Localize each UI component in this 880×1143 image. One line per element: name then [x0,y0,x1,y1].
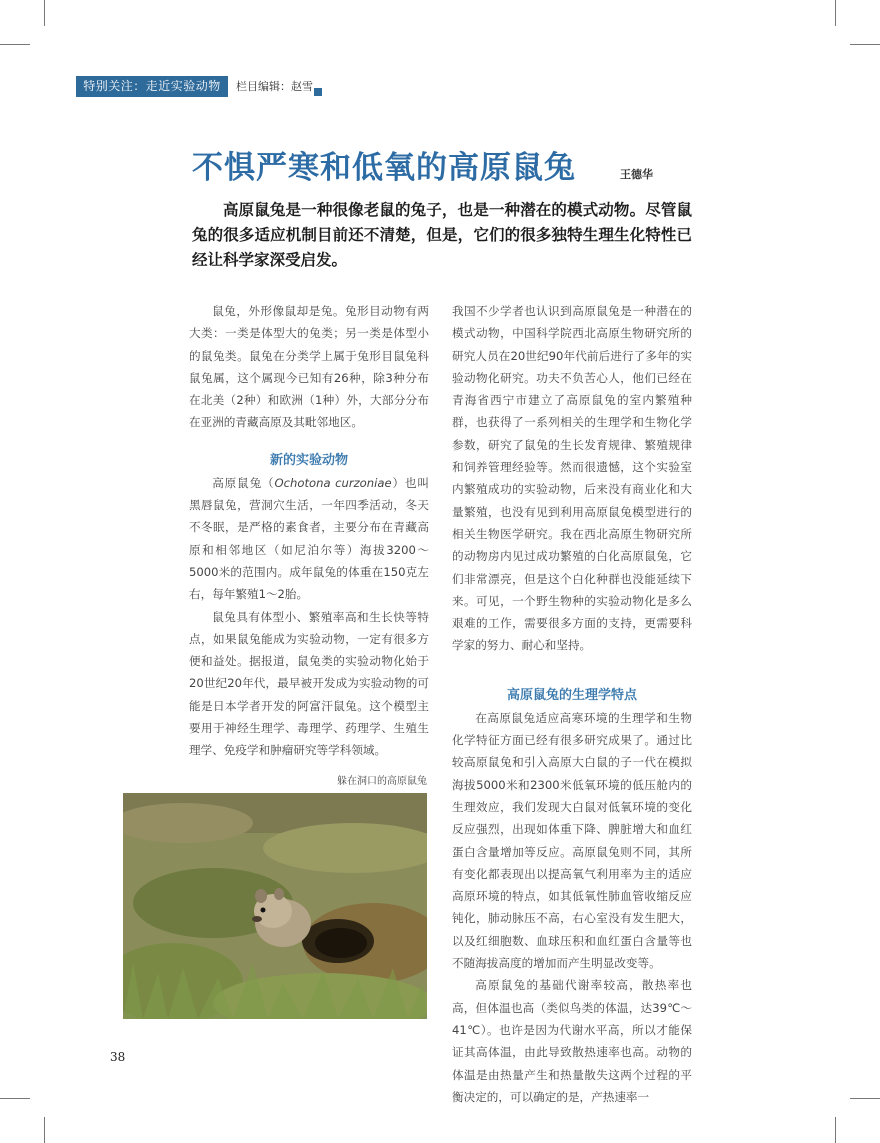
article-lead: 高原鼠兔是一种很像老鼠的兔子，也是一种潜在的模式动物。尽管鼠兔的很多适应机制目前还不清楚，但是，它们的很多独特生理生化特性已经让科学家深受启发。 [192,201,692,269]
section1-paragraph-2: 鼠兔具有体型小、繁殖率高和生长快等特点，如果鼠兔能成为实验动物，一定有很多方便和益处。据报道，鼠兔类的实验动物化始于20世纪20年代，最早被开发成为实验动物的可能是日本学者开发的阿富汗鼠兔。这个模型主要用于神经生理学、毒理学、药理学、生殖生理学、免疫学和肿瘤研究等学科领域。 [189,609,429,758]
section2-paragraph-1: 在高原鼠兔适应高寒环境的生理学和生物化学特征方面已经有很多研究成果了。通过比较高原鼠兔和引入高原大白鼠的子一代在模拟海拔5000米和2300米低氧环境的低压舱内的生理效应，我们发现大白鼠对低氧环境的变化反应强烈，出现如体重下降、脾脏增大和血红蛋白含量增加等反应。高原鼠兔则不同，其所有变化都表现出以提高氧气利用率为主的适应高原环境的特点，如其低氧性肺血管收缩反应钝化，肺动脉压不高，右心室没有发生肥大，以及红细胞数、血球压积和血红蛋白含量等也不随海拔高度的增加而产生明显改变等。 [452,710,692,971]
pika-photo [123,793,427,1019]
section1-paragraph-3-continued [452,300,692,657]
column-tag: 特别关注：走近实验动物 [76,76,228,97]
section1-paragraph-3-continued-text: 我国不少学者也认识到高原鼠兔是一种潜在的模式动物，中国科学院西北高原生物研究所的研究人员在20世纪90年代前后进行了多年的实验动物化研究。功夫不负苦心人，他们已经在青海省西宁市建立了高原鼠兔的室内繁殖种群，也获得了一系列相关的生理学和生物化学参数，研究了鼠兔的生长发育规律、繁殖规律和饲养管理经验等。然而很遗憾，这个实验室内繁殖成功的实验动物，后来没有商业化和大量繁殖，也没有见到利用高原鼠兔模型进行的相关生物医学研究。我在西北高原生物研究所的动物房内见过成功繁殖的白化高原鼠兔，它们非常漂亮，但是这个白化种群也没能延续下来。可见，一个野生物种的实验动物化是多么艰难的工作，需要很多方面的支持，更需要科学家的努力、耐心和坚持。 [452,304,692,653]
crop-mark [0,1098,30,1099]
article-author: 王德华 [620,168,653,181]
crop-mark [850,1098,880,1099]
species-name: Ochotona curzoniae [274,475,392,490]
header-square-icon [314,88,322,96]
column-left [189,300,429,762]
section2-paragraph-2: 高原鼠兔的基础代谢率较高，散热率也高，但体温也高（类似鸟类的体温，达39℃～41℃）。也许是因为代谢水平高，所以才能保证其高体温，由此导致散热速率也高。动物的体温是由热量产生和热量散失这两个过程的平衡决定的，可以确定的是，产热速率一 [452,978,692,1104]
column-right [452,300,692,1108]
crop-mark [44,0,45,26]
section1-paragraph-1: 高原鼠兔（Ochotona curzoniae）也叫黑唇鼠兔，营洞穴生活，一年四季活动，冬天不冬眠，是严格的素食者，主要分布在青藏高原和相邻地区（如尼泊尔等）海拔3200～5000米的范围内。成年鼠兔的体重在150克左右，每年繁殖1～2胎。 [189,475,429,602]
intro-paragraph: 鼠兔，外形像鼠却是兔。兔形目动物有两大类：一类是体型大的兔类；另一类是体型小的鼠兔类。鼠兔在分类学上属于兔形目鼠兔科鼠兔属，这个属现今已知有26种，除3种分布在北美（2种）和欧洲（1种）外，大部分分布在亚洲的青藏高原及其毗邻地区。 [189,304,429,430]
figure-caption: 躲在洞口的高原鼠兔 [337,776,427,787]
crop-mark [835,1117,836,1143]
section-heading-physiology: 高原鼠兔的生理学特点 [506,687,637,703]
crop-mark [850,44,880,45]
crop-mark [0,44,30,45]
crop-mark [835,0,836,26]
column-editor: 栏目编辑：赵雪 [236,80,313,93]
section-heading-new-lab-animal: 新的实验动物 [269,452,348,468]
page-number: 38 [110,1050,126,1064]
crop-mark [44,1117,45,1143]
article-title: 不惧严寒和低氧的高原鼠兔 [192,150,576,186]
